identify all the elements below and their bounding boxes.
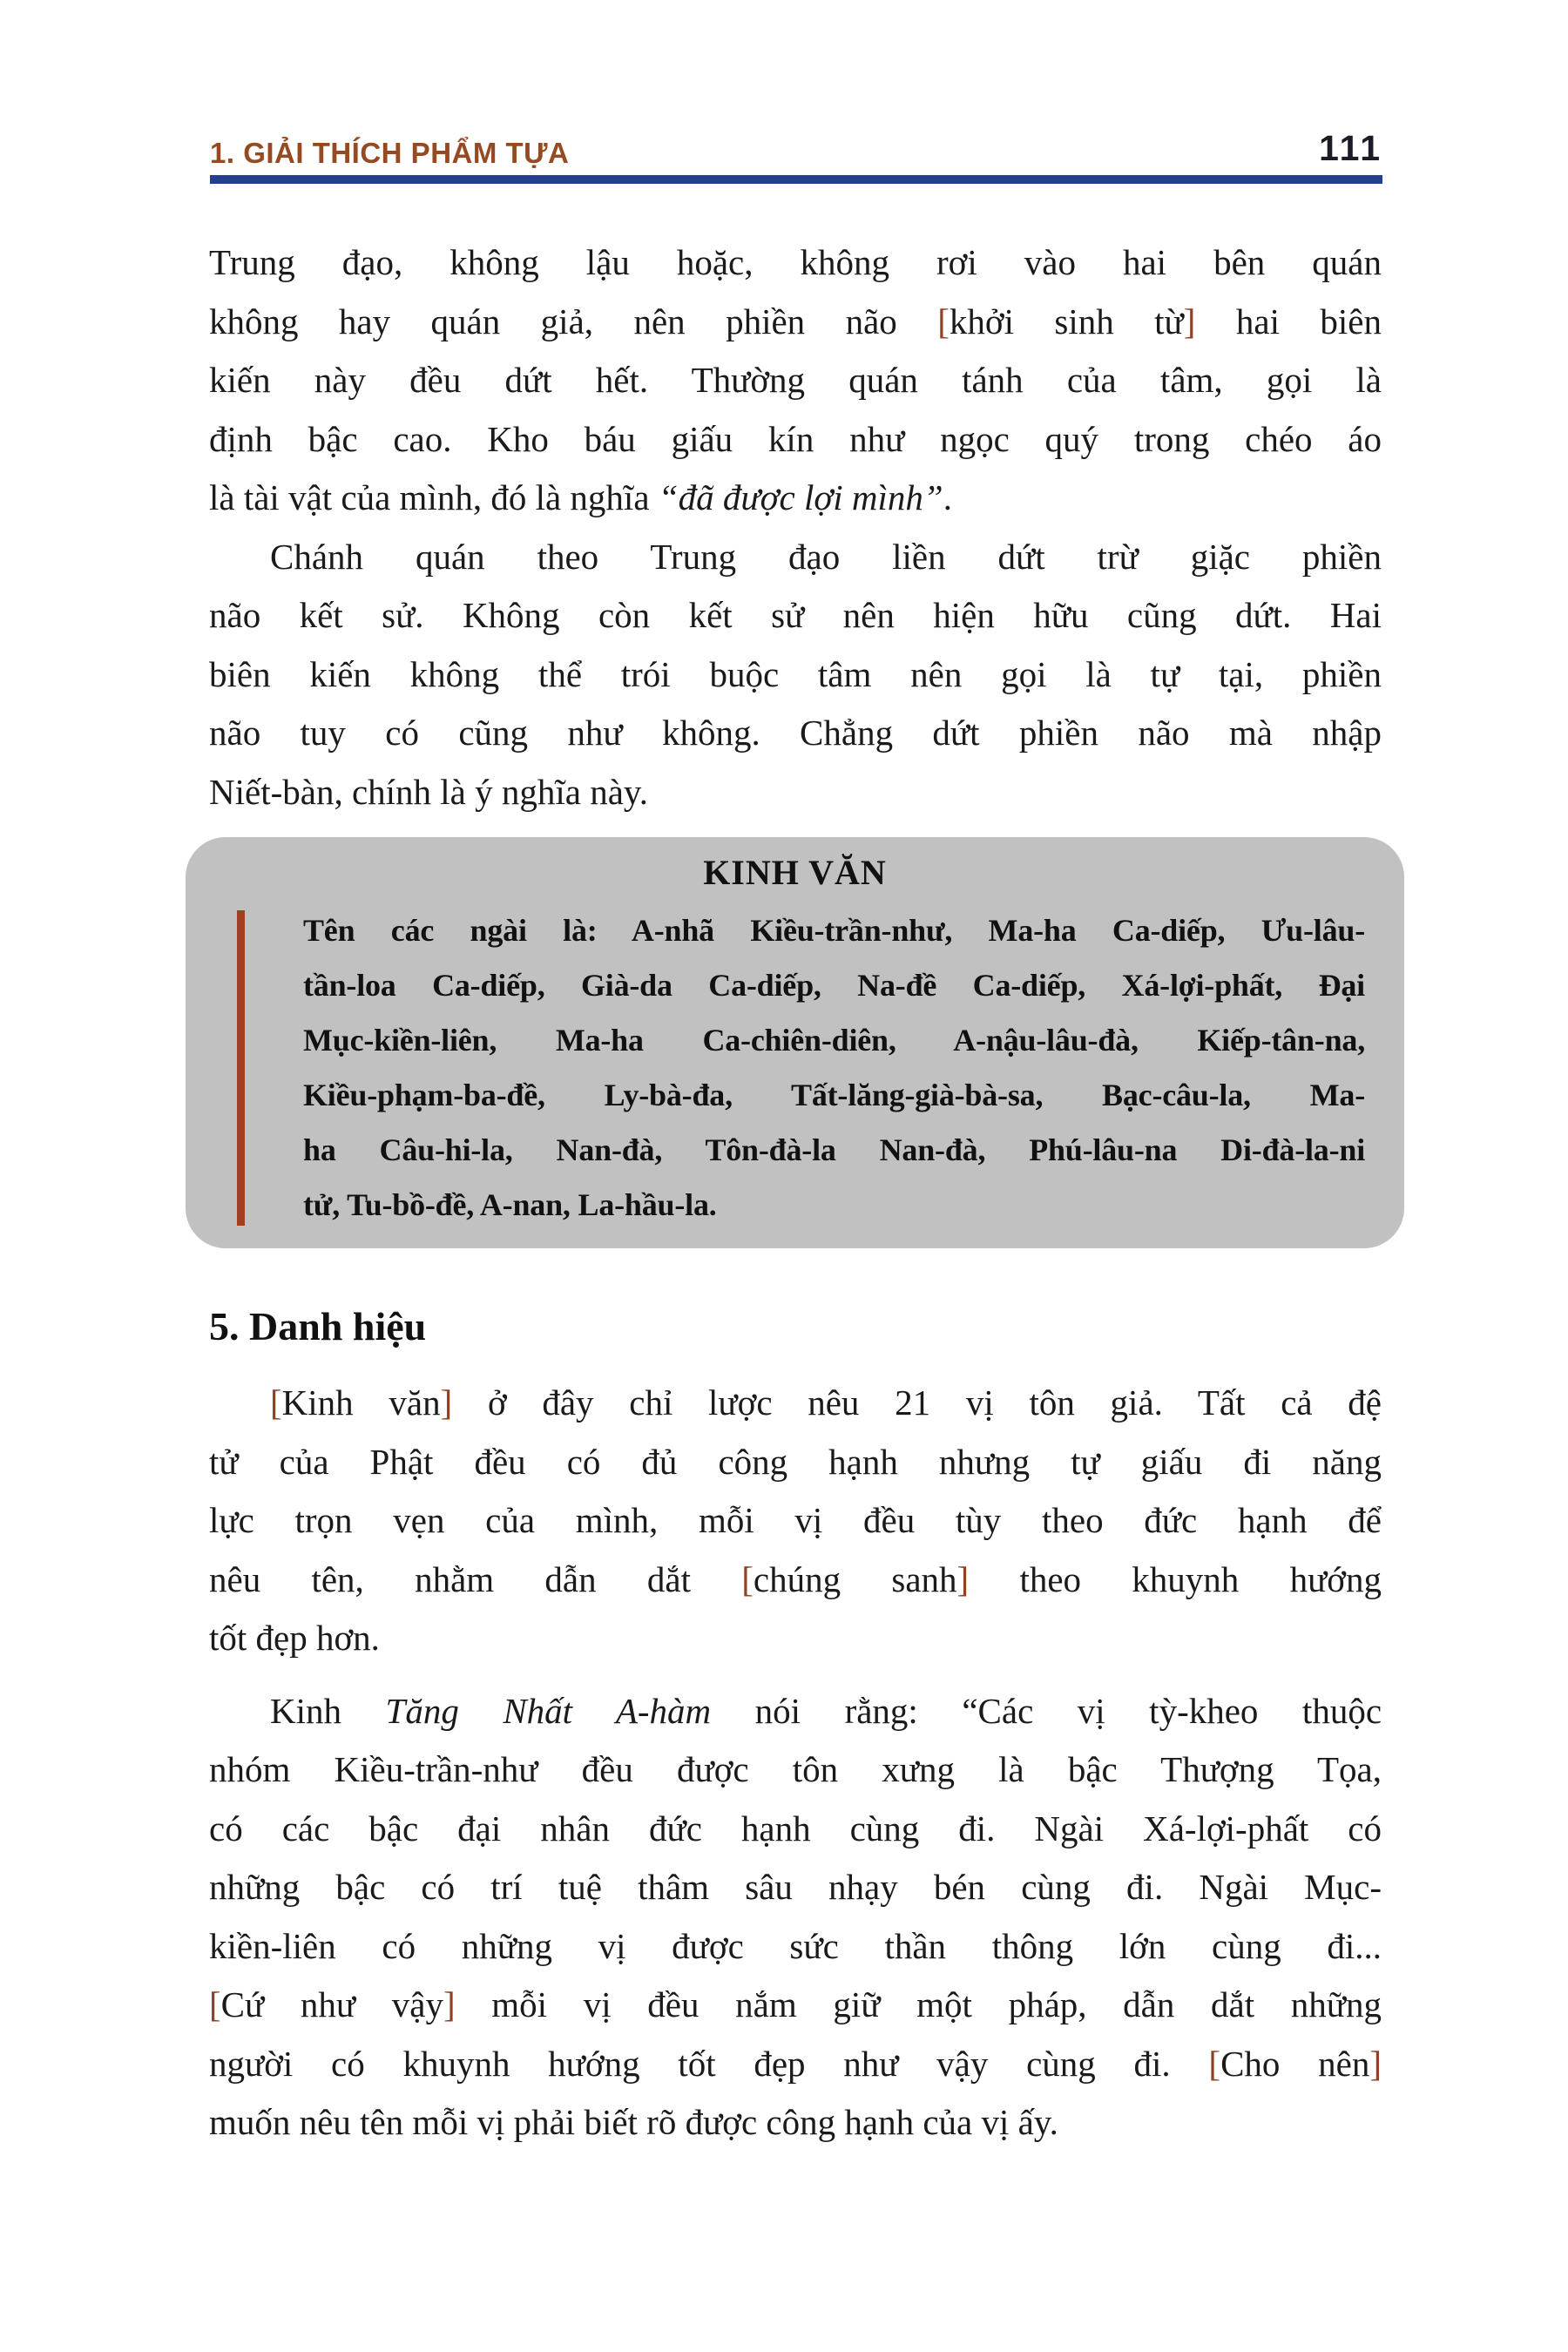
italic-run: “đã được lợi mình” bbox=[658, 477, 943, 517]
paragraph-line bbox=[209, 704, 1382, 763]
text-run: khởi sinh từ bbox=[949, 301, 1184, 341]
page-content bbox=[209, 233, 1382, 2153]
text-run: Chánh quán theo Trung đạo liền dứt trừ giặc phiền bbox=[270, 536, 1382, 577]
body-paragraph bbox=[209, 233, 1382, 528]
text-run: lực trọn vẹn của mình, mỗi vị đều tùy theo đức hạnh để bbox=[209, 1500, 1382, 1540]
text-run: Kinh văn bbox=[281, 1382, 441, 1423]
bracket-mark: ] bbox=[443, 1984, 456, 2024]
text-run: tử của Phật đều có đủ công hạnh nhưng tự giấu đi năng bbox=[209, 1441, 1382, 1482]
kinh-van-box bbox=[186, 837, 1404, 1248]
text-run: người có khuynh hướng tốt đẹp như vậy cùng đi. bbox=[209, 2043, 1209, 2084]
kinh-van-title: KINH VĂN bbox=[703, 853, 887, 892]
paragraph-line bbox=[209, 1551, 1382, 1610]
bracket-mark: ] bbox=[440, 1382, 453, 1423]
kinh-van-line: Mục-kiền-liên, Ma-ha Ca-chiên-diên, A-nậu-lâu-đà, Kiếp-tân-na, bbox=[303, 1023, 1365, 1058]
paragraph-line bbox=[209, 1433, 1382, 1492]
paragraph-line bbox=[209, 1682, 1382, 1741]
bracket-mark: [ bbox=[1208, 2043, 1221, 2084]
text-run: là tài vật của mình, đó là nghĩa bbox=[209, 477, 659, 517]
paragraph-line bbox=[209, 1609, 1382, 1668]
body-paragraph bbox=[209, 1682, 1382, 2153]
paragraph-line bbox=[209, 528, 1382, 587]
paragraph-line bbox=[209, 293, 1382, 352]
paragraph-line bbox=[209, 1858, 1382, 1917]
accent-bar bbox=[237, 910, 245, 1226]
text-run: tốt đẹp hơn. bbox=[209, 1618, 380, 1658]
section-heading: 5. Danh hiệu bbox=[209, 1304, 427, 1348]
paragraph-line bbox=[209, 469, 1382, 528]
text-run: não kết sử. Không còn kết sử nên hiện hữu cũng dứt. Hai bbox=[209, 595, 1382, 635]
text-run: não tuy có cũng như không. Chẳng dứt phiền não mà nhập bbox=[209, 713, 1382, 753]
text-run: nhóm Kiều-trần-như đều được tôn xưng là bậc Thượng Tọa, bbox=[209, 1749, 1382, 1789]
paragraph-line bbox=[209, 233, 1382, 293]
text-run: kiền-liên có những vị được sức thần thông lớn cùng đi... bbox=[209, 1925, 1382, 1966]
text-run: Kinh bbox=[270, 1690, 386, 1731]
paragraph-line bbox=[209, 410, 1382, 470]
paragraph-line bbox=[209, 763, 1382, 822]
text-run: những bậc có trí tuệ thâm sâu nhạy bén cùng đi. Ngài Mục- bbox=[209, 1867, 1382, 1907]
text-run: nói rằng: “Các vị tỳ-kheo thuộc bbox=[711, 1690, 1382, 1731]
text-run: kiến này đều dứt hết. Thường quán tánh của tâm, gọi là bbox=[209, 360, 1382, 400]
paragraph-line bbox=[209, 645, 1382, 705]
paragraph-line bbox=[209, 1740, 1382, 1800]
text-run: Trung đạo, không lậu hoặc, không rơi vào hai bên quán bbox=[209, 242, 1382, 282]
paragraph-line bbox=[209, 586, 1382, 645]
paragraph-line bbox=[209, 1917, 1382, 1977]
bracket-mark: [ bbox=[209, 1984, 221, 2024]
paragraph-line bbox=[209, 1800, 1382, 1859]
text-run: Niết-bàn, chính là ý nghĩa này. bbox=[209, 771, 648, 812]
text-run: định bậc cao. Kho báu giấu kín như ngọc quý trong chéo áo bbox=[209, 418, 1382, 459]
text-run: có các bậc đại nhân đức hạnh cùng đi. Ngài Xá-lợi-phất có bbox=[209, 1808, 1382, 1848]
paragraph-line bbox=[209, 2035, 1382, 2094]
text-run: ở đây chỉ lược nêu 21 vị tôn giả. Tất cả đệ bbox=[452, 1382, 1382, 1423]
bracket-mark: ] bbox=[1369, 2043, 1382, 2084]
text-run: muốn nêu tên mỗi vị phải biết rõ được công hạnh của vị ấy. bbox=[209, 2102, 1058, 2142]
kinh-van-line: tần-loa Ca-diếp, Già-da Ca-diếp, Na-đề Ca-diếp, Xá-lợi-phất, Đại bbox=[303, 968, 1365, 1003]
running-header-title: 1. GIẢI THÍCH PHẨM TỰA bbox=[210, 137, 570, 169]
bracket-mark: [ bbox=[741, 1558, 754, 1599]
text-run: nêu tên, nhằm dẫn dắt bbox=[209, 1558, 742, 1599]
text-run: Cho nên bbox=[1220, 2043, 1370, 2084]
text-run: . bbox=[943, 477, 952, 517]
text-run: chúng sanh bbox=[753, 1558, 957, 1599]
paragraph-line bbox=[209, 1976, 1382, 2035]
kinh-van-line: ha Câu-hi-la, Nan-đà, Tôn-đà-la Nan-đà, Phú-lâu-na Di-đà-la-ni bbox=[303, 1132, 1365, 1167]
kinh-van-line: tử, Tu-bồ-đề, A-nan, La-hầu-la. bbox=[303, 1187, 717, 1222]
kinh-van-line: Tên các ngài là: A-nhã Kiều-trần-như, Ma-ha Ca-diếp, Ưu-lâu- bbox=[303, 913, 1365, 948]
text-run: mỗi vị đều nắm giữ một pháp, dẫn dắt những bbox=[455, 1984, 1382, 2024]
text-run: hai biên bbox=[1195, 301, 1382, 341]
body-paragraph bbox=[209, 528, 1382, 822]
bracket-mark: ] bbox=[956, 1558, 970, 1599]
kinh-van-line: Kiều-phạm-ba-đề, Ly-bà-đa, Tất-lăng-già-bà-sa, Bạc-câu-la, Ma- bbox=[303, 1078, 1365, 1112]
paragraph-line bbox=[209, 1374, 1382, 1433]
paragraph-line bbox=[209, 2093, 1382, 2153]
italic-run: Tăng Nhất A-hàm bbox=[385, 1690, 712, 1731]
header-rule bbox=[210, 175, 1382, 184]
kinh-van-body bbox=[303, 903, 1365, 1233]
paragraph-line bbox=[209, 351, 1382, 410]
text-run: không hay quán giả, nên phiền não bbox=[209, 301, 938, 341]
bracket-mark: ] bbox=[1183, 301, 1196, 341]
paragraph-line bbox=[209, 1491, 1382, 1551]
page-number: 111 bbox=[1319, 128, 1382, 168]
text-run: Cứ như vậy bbox=[220, 1984, 443, 2024]
bracket-mark: [ bbox=[937, 301, 950, 341]
text-run: biên kiến không thể trói buộc tâm nên gọi là tự tại, phiền bbox=[209, 653, 1382, 694]
text-run: theo khuynh hướng bbox=[969, 1558, 1382, 1599]
bracket-mark: [ bbox=[270, 1382, 282, 1423]
body-paragraph bbox=[209, 1374, 1382, 1668]
